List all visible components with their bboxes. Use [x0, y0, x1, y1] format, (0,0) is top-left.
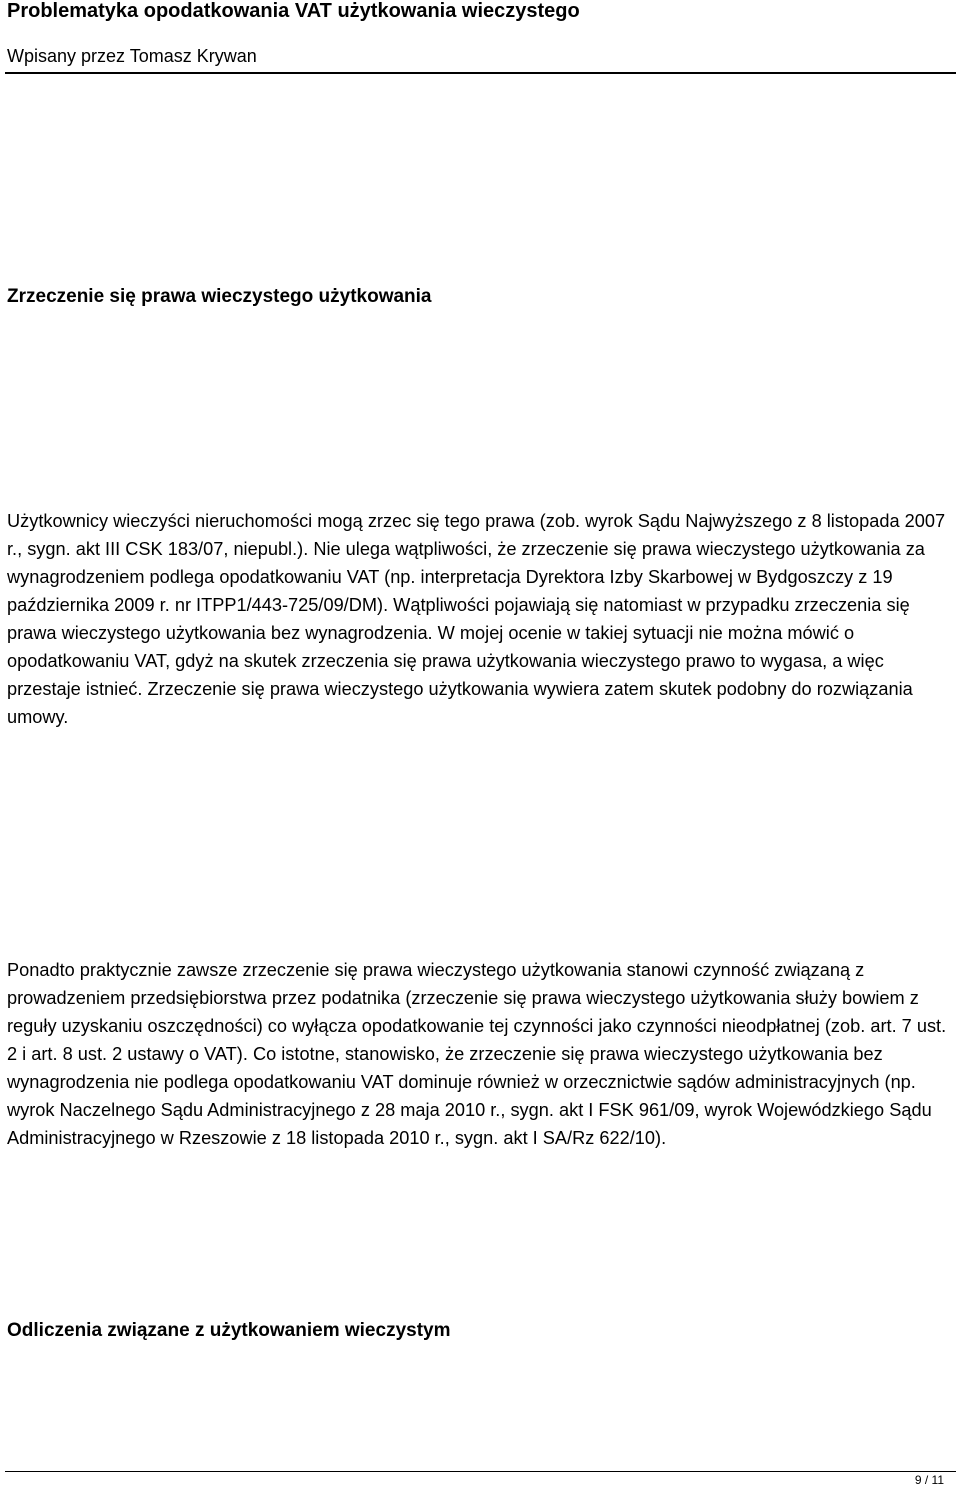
section-heading-zrzeczenie: Zrzeczenie się prawa wieczystego użytkowania: [7, 286, 432, 307]
document-author: Wpisany przez Tomasz Krywan: [7, 46, 257, 66]
paragraph-ponadto: Ponadto praktycznie zawsze zrzeczenie się prawa wieczystego użytkowania stanowi czynność związaną z prowadzeniem przedsiębiorstwa przez podatnika (zrzeczenie się prawa wieczystego użytkowania służy bowiem z reguły uzyskaniu oszczędności) co wyłącza opodatkowanie tej czynności jako czynności nieodpłatnej (zob. art. 7 ust. 2 i art. 8 ust. 2 ustawy o VAT). Co istotne, stanowisko, że zrzeczenie się prawa wieczystego użytkowania bez wynagrodzenia nie podlega opodatkowaniu VAT dominuje również w orzecznictwie sądów administracyjnych (np. wyrok Naczelnego Sądu Administracyjnego z 28 maja 2010 r., sygn. akt I FSK 961/09, wyrok Wojewódzkiego Sądu Administracyjnego w Rzeszowie z 18 listopada 2010 r., sygn. akt I SA/Rz 622/10).: [7, 960, 947, 1148]
header-divider: [5, 72, 956, 74]
section-heading-odliczenia: Odliczenia związane z użytkowaniem wieczystym: [7, 1320, 451, 1341]
document-title: Problematyka opodatkowania VAT użytkowania wieczystego: [7, 0, 580, 22]
page-number: 9 / 11: [914, 1473, 944, 1487]
paragraph-zrzeczenie: Użytkownicy wieczyści nieruchomości mogą zrzec się tego prawa (zob. wyrok Sądu Najwyższego z 8 listopada 2007 r., sygn. akt III CSK 183/07, niepubl.). Nie ulega wątpliwości, że zrzeczenie się prawa wieczystego użytkowania za wynagrodzeniem podlega opodatkowaniu VAT (np. interpretacja Dyrektora Izby Skarbowej w Bydgoszczy z 19 października 2009 r. nr ITPP1/443-725/09/DM). Wątpliwości pojawiają się natomiast w przypadku zrzeczenia się prawa wieczystego użytkowania bez wynagrodzenia. W mojej ocenie w takiej sytuacji nie można mówić o opodatkowaniu VAT, gdyż na skutek zrzeczenia się prawa użytkowania wieczystego prawo to wygasa, a więc przestaje istnieć. Zrzeczenie się prawa wieczystego użytkowania wywiera zatem skutek podobny do rozwiązania umowy.: [7, 511, 946, 727]
footer-divider: [5, 1471, 956, 1472]
